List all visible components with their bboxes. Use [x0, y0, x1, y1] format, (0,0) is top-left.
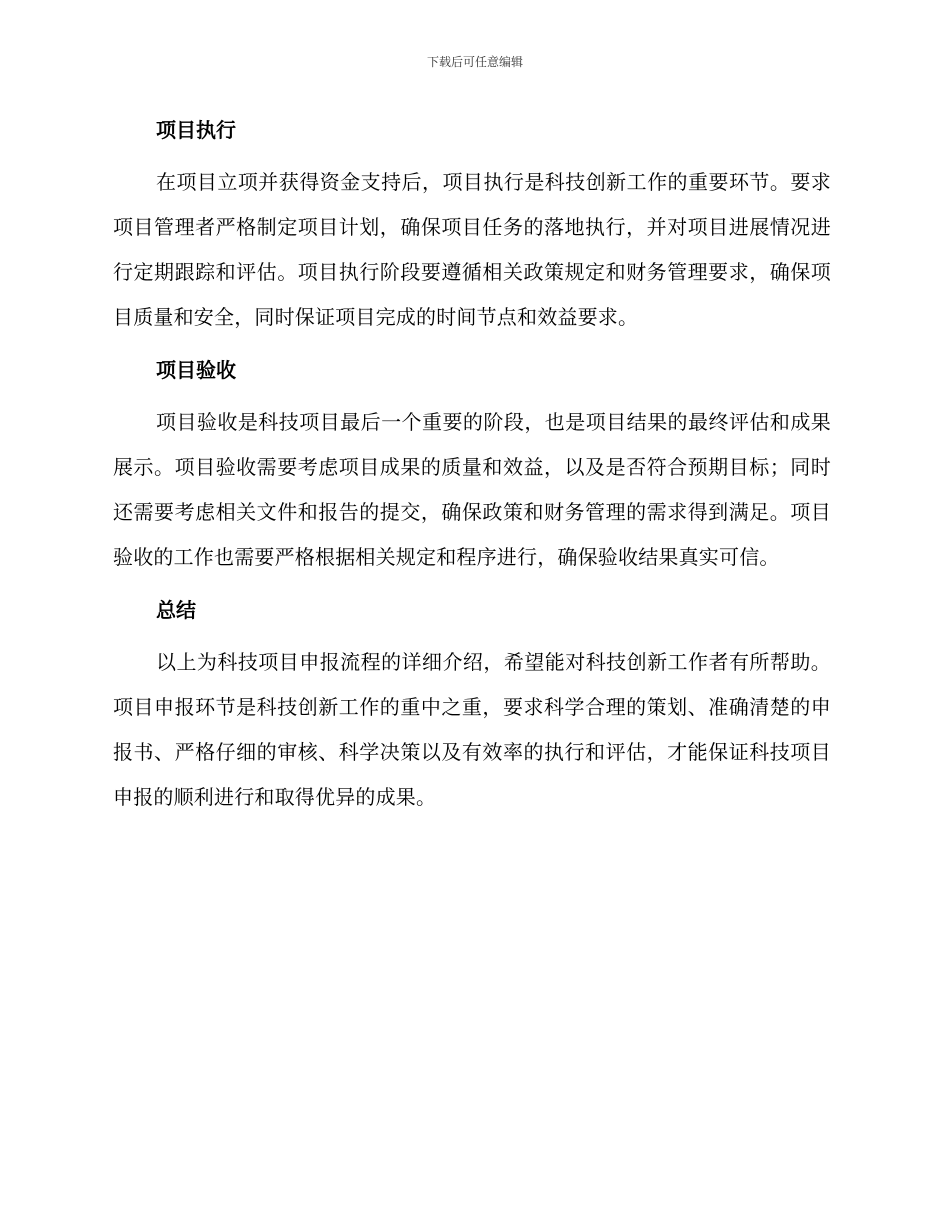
document-body — [113, 112, 831, 832]
section-heading: 项目执行 — [156, 118, 236, 142]
section-heading: 项目验收 — [156, 358, 236, 382]
section-project-acceptance — [113, 352, 831, 580]
section-paragraph: 项目验收是科技项目最后一个重要的阶段，也是项目结果的最终评估和成果展示。项目验收需要考虑项目成果的质量和效益，以及是否符合预期目标；同时还需要考虑相关文件和报告的提交，确保政策和财务管理的需求得到满足。项目验收的工作也需要严格根据相关规定和程序进行，确保验收结果真实可信。 — [113, 410, 831, 569]
section-project-execution — [113, 112, 831, 340]
page-header: 下载后可任意编辑 — [426, 55, 523, 69]
section-heading: 总结 — [156, 598, 196, 622]
section-summary — [113, 592, 831, 820]
section-paragraph: 在项目立项并获得资金支持后，项目执行是科技创新工作的重要环节。要求项目管理者严格制定项目计划，确保项目任务的落地执行，并对项目进展情况进行定期跟踪和评估。项目执行阶段要遵循相关政策规定和财务管理要求，确保项目质量和安全，同时保证项目完成的时间节点和效益要求。 — [113, 170, 831, 329]
section-paragraph: 以上为科技项目申报流程的详细介绍，希望能对科技创新工作者有所帮助。项目申报环节是科技创新工作的重中之重，要求科学合理的策划、准确清楚的申报书、严格仔细的审核、科学决策以及有效率的执行和评估，才能保证科技项目申报的顺利进行和取得优异的成果。 — [113, 650, 831, 809]
